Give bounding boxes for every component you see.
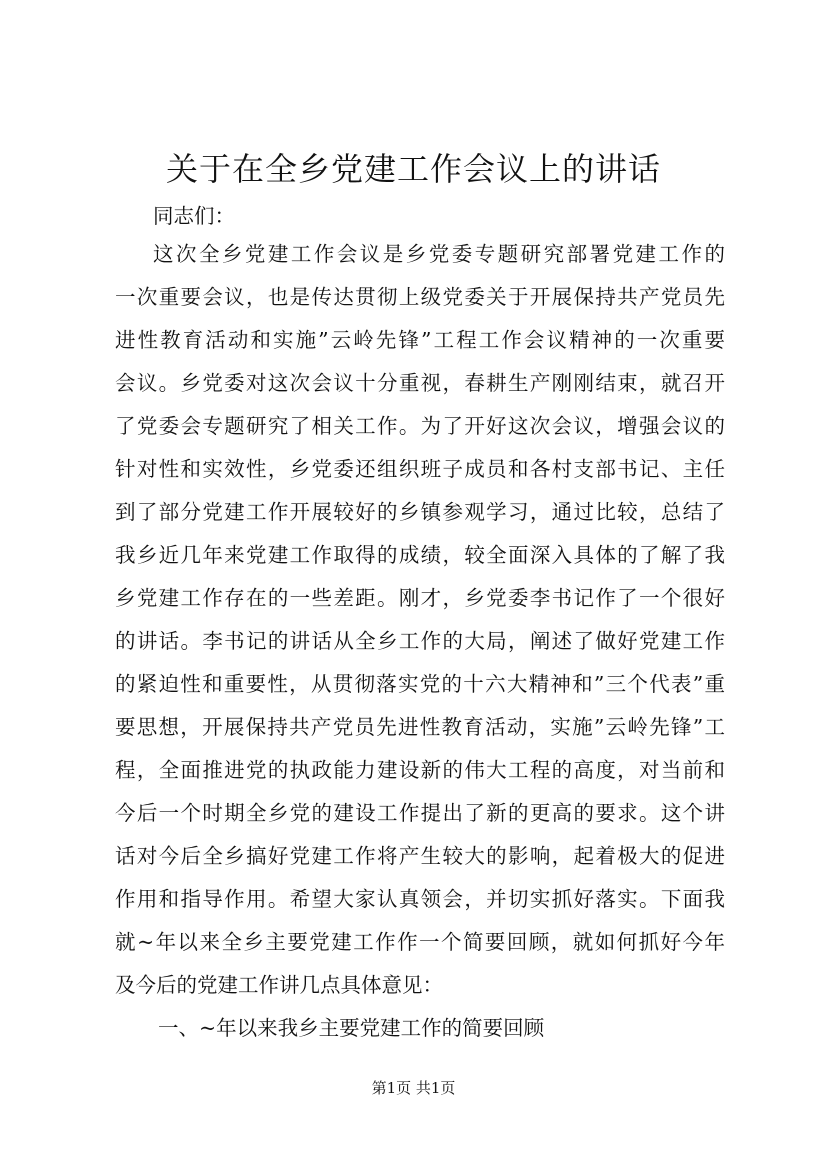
- paragraph-line: 到了部分党建工作开展较好的乡镇参观学习，通过比较，总结了: [115, 500, 725, 524]
- document-title: 关于在全乡党建工作会议上的讲话: [165, 150, 661, 188]
- page-footer: 第1页 共1页: [371, 1079, 456, 1097]
- paragraph-line: 今后一个时期全乡党的建设工作提出了新的更高的要求。这个讲: [115, 801, 725, 825]
- paragraph-line: 作用和指导作用。希望大家认真领会，并切实抓好落实。下面我: [115, 887, 725, 911]
- paragraph-line: 话对今后全乡搞好党建工作将产生较大的影响，起着极大的促进: [115, 844, 725, 868]
- paragraph-line: 会议。乡党委对这次会议十分重视，春耕生产刚刚结束，就召开: [115, 371, 725, 395]
- greeting: 同志们：: [153, 204, 235, 228]
- paragraph-line: 就~年以来全乡主要党建工作作一个简要回顾，就如何抓好今年: [115, 930, 725, 954]
- paragraph-line: 的紧迫性和重要性，从贯彻落实党的十六大精神和”三个代表”重: [115, 672, 725, 696]
- section-heading: 一、~年以来我乡主要党建工作的简要回顾: [158, 1016, 545, 1040]
- paragraph-line: 程，全面推进党的执政能力建设新的伟大工程的高度，对当前和: [115, 758, 725, 782]
- paragraph-line: 要思想，开展保持共产党员先进性教育活动，实施”云岭先锋”工: [115, 715, 725, 739]
- paragraph-line: 及今后的党建工作讲几点具体意见：: [115, 973, 443, 997]
- paragraph-line: 进性教育活动和实施”云岭先锋”工程工作会议精神的一次重要: [115, 328, 725, 352]
- paragraph-line: 的讲话。李书记的讲话从全乡工作的大局，阐述了做好党建工作: [115, 629, 725, 653]
- paragraph-line: 我乡近几年来党建工作取得的成绩，较全面深入具体的了解了我: [115, 543, 725, 567]
- paragraph-line: 了党委会专题研究了相关工作。为了开好这次会议，增强会议的: [115, 414, 725, 438]
- paragraph-line: 针对性和实效性，乡党委还组织班子成员和各村支部书记、主任: [115, 457, 725, 481]
- paragraph-line: 这次全乡党建工作会议是乡党委专题研究部署党建工作的: [153, 242, 725, 266]
- paragraph-line: 乡党建工作存在的一些差距。刚才，乡党委李书记作了一个很好: [115, 586, 725, 610]
- paragraph-line: 一次重要会议，也是传达贯彻上级党委关于开展保持共产党员先: [115, 285, 725, 309]
